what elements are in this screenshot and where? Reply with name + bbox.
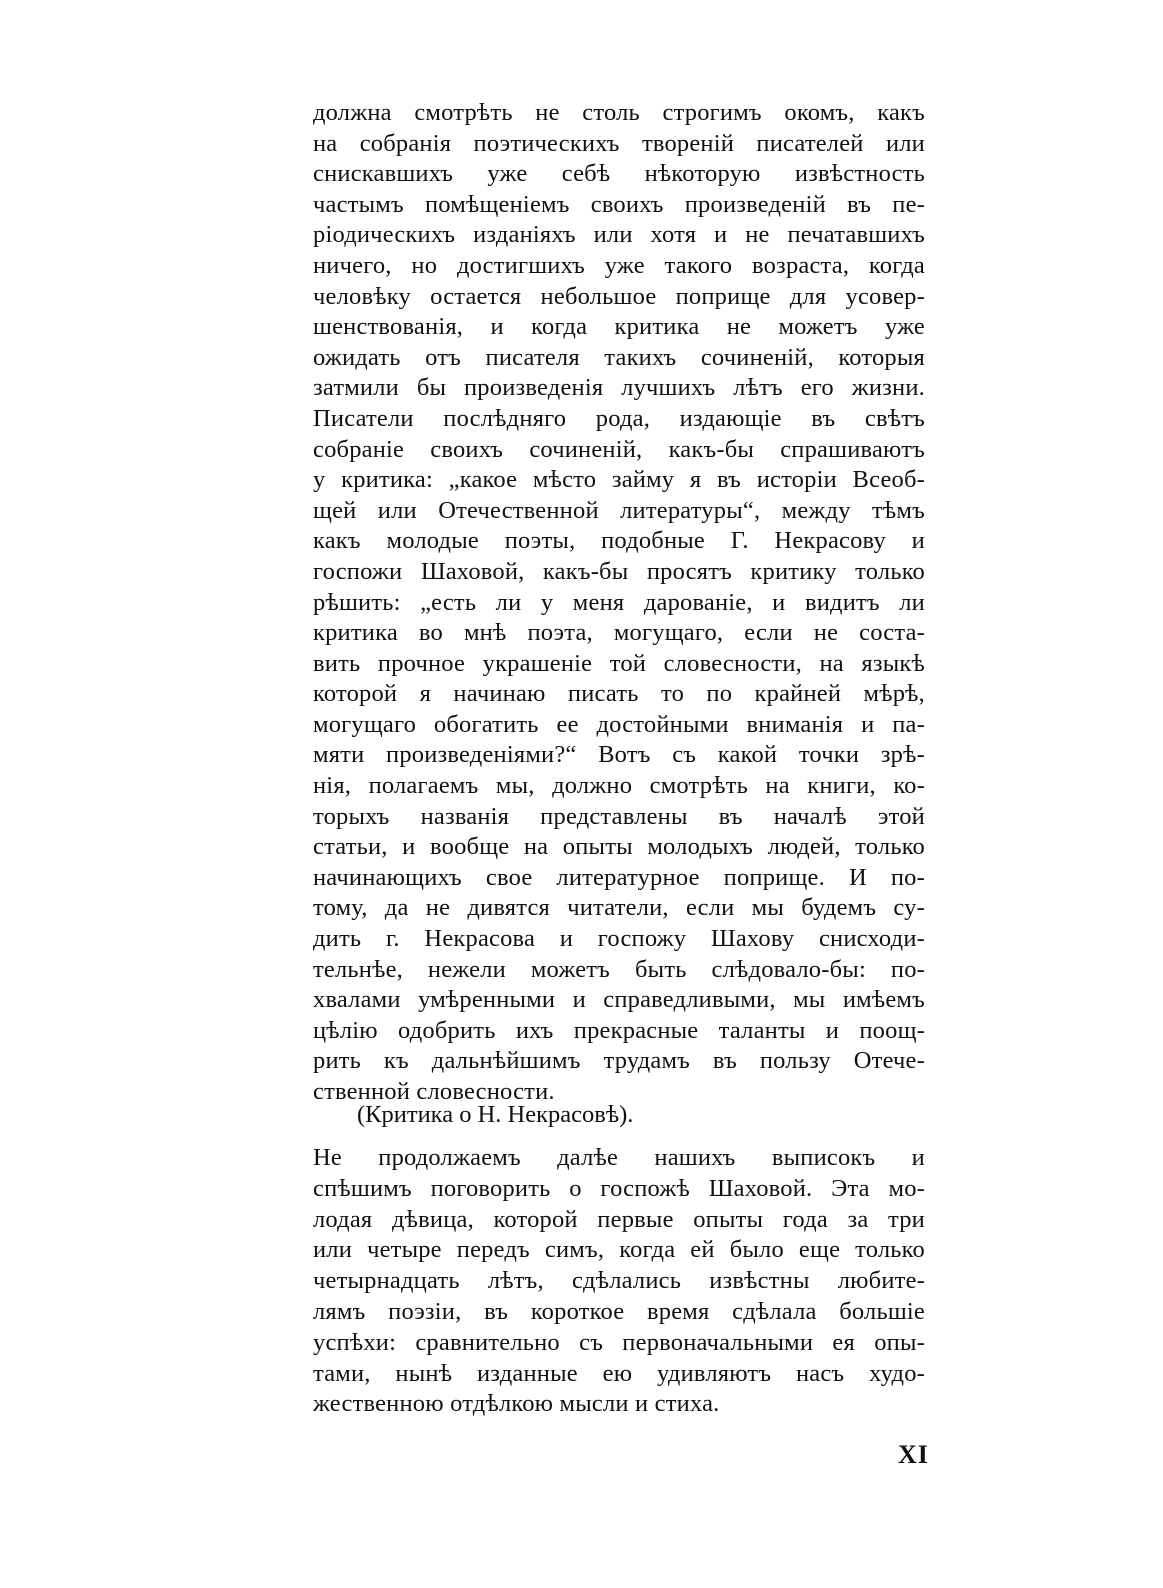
text-line: ничего, но достигшихъ уже такого возраста, когда xyxy=(313,251,925,279)
text-line: затмили бы произведенія лучшихъ лѣтъ его жизни. xyxy=(313,374,925,402)
text-line: ственной словесности. xyxy=(313,1078,555,1105)
text-line: рить къ дальнѣйшимъ трудамъ въ пользу Отече- xyxy=(313,1047,925,1075)
text-line: начинающихъ свое литературное поприще. И по- xyxy=(313,863,925,891)
text-line: снискавшихъ уже себѣ нѣкоторую извѣстность xyxy=(313,160,925,188)
paragraph-1 xyxy=(313,98,925,1108)
text-line: собраніе своихъ сочиненій, какъ-бы спрашиваютъ xyxy=(313,435,925,463)
text-line: дить г. Некрасова и госпожу Шахову снисходи- xyxy=(313,925,925,953)
text-line: у критика: „какое мѣсто займу я въ исторіи Всеоб- xyxy=(313,466,925,494)
text-line: нія, полагаемъ мы, должно смотрѣть на книги, ко- xyxy=(313,772,925,800)
text-line: мяти произведеніями?“ Вотъ съ какой точки зрѣ- xyxy=(313,741,925,769)
text-line: на собранія поэтическихъ твореній писателей или xyxy=(313,129,925,157)
attribution: (Критика о Н. Некрасовѣ). xyxy=(357,1101,634,1128)
text-line: лодая дѣвица, которой первые опыты года за три xyxy=(313,1205,925,1233)
page-number: XI xyxy=(898,1440,929,1469)
text-line: человѣку остается небольшое поприще для усовер- xyxy=(313,282,925,310)
text-line: четырнадцать лѣтъ, сдѣлались извѣстны любите- xyxy=(313,1267,925,1295)
text-line: какъ молодые поэты, подобные Г. Некрасову и xyxy=(313,527,925,555)
text-line: которой я начинаю писать то по крайней мѣрѣ, xyxy=(313,680,925,708)
text-line: успѣхи: сравнительно съ первоначальными ея опы- xyxy=(313,1328,925,1356)
text-line: Писатели послѣдняго рода, издающіе въ свѣтъ xyxy=(313,404,925,432)
text-line: критика во мнѣ поэта, могущаго, если не соста- xyxy=(313,619,925,647)
text-line: частымъ помѣщеніемъ своихъ произведеній въ пе- xyxy=(313,190,925,218)
text-line: жественною отдѣлкою мысли и стиха. xyxy=(313,1390,720,1418)
text-line: статьи, и вообще на опыты молодыхъ людей, только xyxy=(313,833,925,861)
text-line: или четыре передъ симъ, когда ей было еще только xyxy=(313,1236,925,1264)
text-line: госпожи Шаховой, какъ-бы просятъ критику только xyxy=(313,557,925,585)
text-line: тами, нынѣ изданные ею удивляютъ насъ худо- xyxy=(313,1359,925,1387)
text-line: должна смотрѣть не столь строгимъ окомъ, какъ xyxy=(313,99,925,126)
text-line: шенствованія, и когда критика не можетъ уже xyxy=(313,313,925,341)
text-line: вить прочное украшеніе той словесности, на языкѣ xyxy=(313,649,925,677)
text-line: торыхъ названія представлены въ началѣ этой xyxy=(313,802,925,830)
text-line: спѣшимъ поговорить о госпожѣ Шаховой. Эта мо- xyxy=(313,1174,925,1202)
text-line: ріодическихъ изданіяхъ или хотя и не печатавшихъ xyxy=(313,221,925,249)
text-line: Не продолжаемъ далѣе нашихъ выписокъ и xyxy=(313,1144,925,1171)
text-line: лямъ поэзіи, въ короткое время сдѣлала большіе xyxy=(313,1297,925,1325)
attribution-block xyxy=(313,1100,925,1130)
paragraph-2 xyxy=(313,1143,925,1420)
text-line: хвалами умѣренными и справедливыми, мы имѣемъ xyxy=(313,986,925,1014)
text-line: рѣшить: „есть ли у меня дарованіе, и видитъ ли xyxy=(313,588,925,616)
text-line: могущаго обогатить ее достойными вниманія и па- xyxy=(313,710,925,738)
text-line: цѣлію одобрить ихъ прекрасные таланты и поощ- xyxy=(313,1016,925,1044)
text-line: тельнѣе, нежели можетъ быть слѣдовало-бы: по- xyxy=(313,955,925,983)
text-line: тому, да не дивятся читатели, если мы будемъ су- xyxy=(313,894,925,922)
text-line: щей или Отечественной литературы“, между тѣмъ xyxy=(313,496,925,524)
text-line: ожидать отъ писателя такихъ сочиненій, которыя xyxy=(313,343,925,371)
